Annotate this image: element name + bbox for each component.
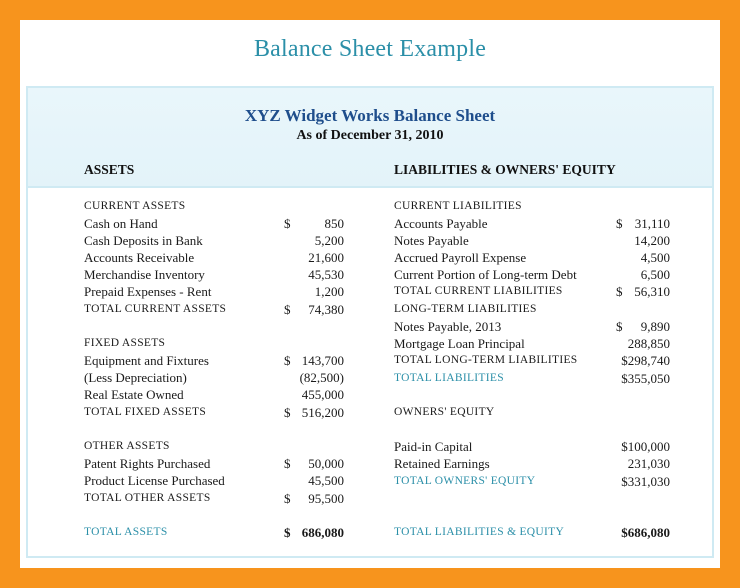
page-title: Balance Sheet Example <box>253 36 487 62</box>
left-row <box>84 455 344 472</box>
row-label: Paid-in Capital <box>394 439 473 454</box>
row-amount: $331,030 <box>621 474 670 489</box>
row-amount: $298,740 <box>621 353 670 368</box>
row-amount: 143,700 <box>301 353 344 368</box>
left-row <box>84 404 344 421</box>
row-amount: 4,500 <box>640 250 670 265</box>
right-row <box>394 473 670 490</box>
row-amount: 56,310 <box>634 284 670 299</box>
as-of-date: As of December 31, 2010 <box>296 128 444 143</box>
row-label: CURRENT LIABILITIES <box>394 200 522 212</box>
row-amount: 850 <box>324 216 344 231</box>
row-amount: 231,030 <box>627 456 670 471</box>
company-title: XYZ Widget Works Balance Sheet <box>244 106 496 125</box>
row-amount: 5,200 <box>314 233 344 248</box>
left-row <box>84 266 344 283</box>
row-label: Current Portion of Long-term Debt <box>394 267 577 282</box>
row-amount: 31,110 <box>634 216 670 231</box>
right-row <box>394 455 670 472</box>
left-row <box>84 369 344 386</box>
left-row <box>84 386 344 403</box>
document-page <box>20 20 720 568</box>
row-label: TOTAL LIABILITIES <box>394 372 504 384</box>
right-row <box>394 404 670 421</box>
row-label: TOTAL OWNERS' EQUITY <box>394 475 536 487</box>
row-label: Product License Purchased <box>84 473 225 488</box>
row-label: TOTAL FIXED ASSETS <box>84 406 207 418</box>
row-label: TOTAL OTHER ASSETS <box>84 492 211 504</box>
liabilities-heading: LIABILITIES & OWNERS' EQUITY <box>394 162 616 177</box>
row-label: CURRENT ASSETS <box>84 200 186 212</box>
currency-symbol: $ <box>616 216 623 231</box>
right-row <box>394 232 670 249</box>
row-amount: 45,500 <box>308 473 344 488</box>
row-amount: 50,000 <box>308 456 344 471</box>
row-label: Real Estate Owned <box>84 387 184 402</box>
left-row <box>84 301 344 318</box>
row-label: TOTAL CURRENT ASSETS <box>84 303 227 315</box>
row-label: Cash Deposits in Bank <box>84 233 203 248</box>
row-label: Accounts Payable <box>394 216 488 231</box>
left-row <box>84 215 344 232</box>
currency-symbol: $ <box>616 319 623 334</box>
row-amount: 45,530 <box>308 267 344 282</box>
left-row <box>84 232 344 249</box>
right-row <box>394 318 670 335</box>
left-row <box>84 490 344 507</box>
row-amount: 288,850 <box>627 336 670 351</box>
row-amount: 455,000 <box>301 387 344 402</box>
right-row <box>394 283 670 300</box>
row-amount: 6,500 <box>640 267 670 282</box>
row-amount: $355,050 <box>621 371 670 386</box>
currency-symbol: $ <box>284 525 291 540</box>
row-label: FIXED ASSETS <box>84 337 166 349</box>
left-row <box>84 249 344 266</box>
balance-sheet-panel <box>26 86 714 558</box>
row-label: Retained Earnings <box>394 456 490 471</box>
row-label: OTHER ASSETS <box>84 440 170 452</box>
right-row <box>394 352 670 369</box>
right-row <box>394 524 670 541</box>
right-row <box>394 198 670 215</box>
left-row <box>84 438 344 455</box>
row-label: Equipment and Fixtures <box>84 353 209 368</box>
row-label: Patent Rights Purchased <box>84 456 211 471</box>
currency-symbol: $ <box>284 216 291 231</box>
currency-symbol: $ <box>284 491 291 506</box>
row-amount: $686,080 <box>621 525 670 540</box>
right-row <box>394 249 670 266</box>
row-amount: 686,080 <box>301 525 344 540</box>
right-row <box>394 438 670 455</box>
right-row <box>394 215 670 232</box>
row-amount: $100,000 <box>621 439 670 454</box>
row-label: TOTAL CURRENT LIABILITIES <box>394 285 563 297</box>
currency-symbol: $ <box>284 405 291 420</box>
row-amount: 9,890 <box>640 319 670 334</box>
left-row <box>84 335 344 352</box>
row-label: Merchandise Inventory <box>84 267 205 282</box>
row-amount: 516,200 <box>301 405 344 420</box>
right-row <box>394 370 670 387</box>
assets-heading: ASSETS <box>84 162 135 177</box>
right-row <box>394 301 670 318</box>
row-label: TOTAL ASSETS <box>84 526 168 538</box>
right-row <box>394 335 670 352</box>
row-label: LONG-TERM LIABILITIES <box>394 303 537 315</box>
left-row <box>84 352 344 369</box>
currency-symbol: $ <box>284 302 291 317</box>
left-row <box>84 472 344 489</box>
left-row <box>84 283 344 300</box>
currency-symbol: $ <box>616 284 623 299</box>
row-label: Notes Payable, 2013 <box>394 319 502 334</box>
row-label: Cash on Hand <box>84 216 158 231</box>
row-label: Accrued Payroll Expense <box>394 250 527 265</box>
row-amount: 21,600 <box>308 250 344 265</box>
row-amount: (82,500) <box>299 370 344 385</box>
row-label: Notes Payable <box>394 233 469 248</box>
row-amount: 14,200 <box>634 233 670 248</box>
right-row <box>394 266 670 283</box>
row-label: OWNERS' EQUITY <box>394 406 495 418</box>
row-amount: 74,380 <box>308 302 344 317</box>
row-label: TOTAL LIABILITIES & EQUITY <box>394 526 565 538</box>
left-row <box>84 198 344 215</box>
row-amount: 95,500 <box>308 491 344 506</box>
row-label: TOTAL LONG-TERM LIABILITIES <box>394 354 578 366</box>
balance-sheet-header <box>28 88 712 188</box>
row-label: Prepaid Expenses - Rent <box>84 284 212 299</box>
row-label: Mortgage Loan Principal <box>394 336 525 351</box>
row-amount: 1,200 <box>314 284 344 299</box>
currency-symbol: $ <box>284 353 291 368</box>
currency-symbol: $ <box>284 456 291 471</box>
row-label: (Less Depreciation) <box>84 370 187 385</box>
left-row <box>84 524 344 541</box>
row-label: Accounts Receivable <box>84 250 195 265</box>
